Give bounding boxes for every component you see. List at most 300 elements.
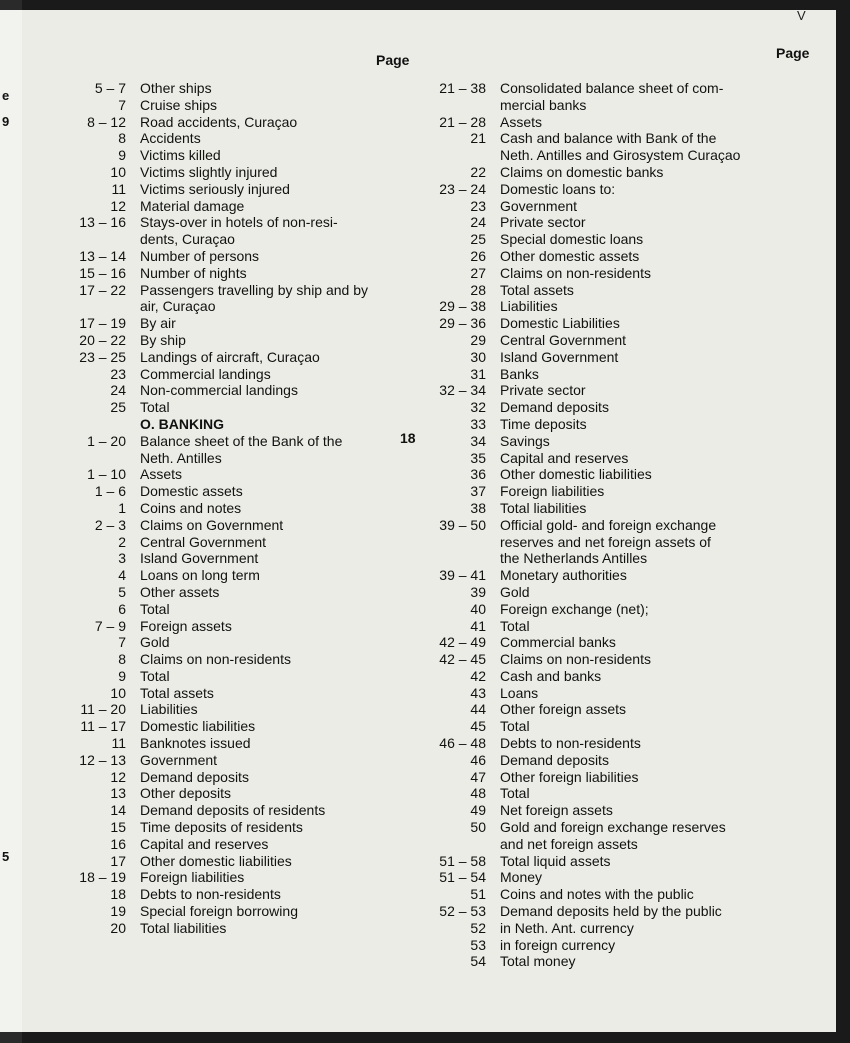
table-title: Claims on non-residents — [500, 651, 651, 668]
table-number: 42 — [470, 667, 486, 684]
list-item — [40, 802, 390, 819]
table-number: 29 – 38 — [439, 298, 486, 315]
table-title: Non-commercial landings — [140, 382, 298, 399]
list-item — [40, 315, 390, 332]
table-number: 21 – 38 — [439, 80, 486, 96]
page-column-header-left: Page — [376, 52, 410, 68]
table-number — [40, 416, 140, 433]
table-title: Other domestic liabilities — [500, 466, 652, 483]
table-number: 20 – 22 — [79, 331, 126, 348]
table-number: 23 — [470, 197, 486, 214]
list-item — [40, 231, 390, 248]
list-item — [420, 701, 793, 718]
list-item — [40, 298, 390, 315]
table-title: Total — [500, 718, 530, 735]
table-number: 42 – 45 — [439, 651, 486, 668]
list-item — [420, 550, 793, 567]
table-number: 5 – 7 — [94, 80, 126, 96]
list-item — [40, 769, 390, 786]
table-title: Cruise ships — [140, 96, 218, 113]
table-number: 15 — [110, 819, 126, 836]
table-title: Other domestic assets — [500, 247, 640, 264]
list-item — [420, 433, 793, 450]
table-number — [40, 450, 140, 467]
list-item — [40, 483, 390, 500]
list-item — [420, 164, 793, 181]
list-item — [40, 853, 390, 870]
table-number: 44 — [470, 701, 486, 718]
table-number: 23 – 24 — [439, 180, 486, 197]
list-item — [420, 198, 793, 215]
table-number: 11 — [111, 180, 126, 197]
table-number: 1 – 10 — [87, 466, 126, 483]
list-item — [40, 97, 390, 114]
table-title: Total assets — [500, 281, 574, 298]
table-number: 24 — [470, 214, 486, 231]
list-item — [420, 483, 793, 500]
list-item — [420, 953, 793, 970]
table-title: Time deposits of residents — [140, 819, 303, 836]
list-item — [420, 735, 793, 752]
list-item — [40, 130, 390, 147]
table-title: Private sector — [500, 214, 586, 231]
table-number: 38 — [470, 499, 486, 516]
table-title: Demand deposits — [140, 768, 249, 785]
table-number: 39 — [470, 583, 486, 600]
table-number: 39 – 41 — [439, 567, 486, 584]
table-number — [420, 147, 500, 164]
table-number: 8 – 12 — [87, 113, 126, 130]
table-title: Commercial landings — [140, 365, 271, 382]
table-number: 45 — [470, 718, 486, 735]
list-item — [40, 399, 390, 416]
list-item — [420, 618, 793, 635]
list-item — [420, 886, 793, 903]
table-number: 31 — [470, 365, 486, 382]
table-title: Debts to non-residents — [140, 886, 281, 903]
list-item — [420, 282, 793, 299]
margin-mark: 5 — [2, 849, 10, 864]
list-item — [40, 701, 390, 718]
table-title: Government — [500, 197, 578, 214]
table-number: 23 – 25 — [79, 348, 126, 365]
list-item — [420, 920, 793, 937]
table-number: 5 — [118, 583, 126, 600]
table-number: 21 – 28 — [439, 113, 486, 130]
table-title: Private sector — [500, 382, 586, 399]
list-item — [420, 500, 793, 517]
table-title: Neth. Antilles and Girosystem Curaçao — [500, 147, 741, 164]
table-title: Claims on non-residents — [500, 264, 651, 281]
list-item — [40, 181, 390, 198]
list-item — [420, 836, 793, 853]
list-item — [40, 836, 390, 853]
list-item — [420, 416, 793, 433]
list-item — [420, 130, 793, 147]
table-number: 3 — [118, 550, 126, 567]
list-item — [420, 651, 793, 668]
table-title: Loans on long term — [140, 567, 260, 584]
table-title: Money — [500, 869, 543, 886]
table-title: Liabilities — [500, 298, 558, 315]
table-number: 28 — [470, 281, 486, 298]
table-title: in Neth. Ant. currency — [500, 919, 634, 936]
table-title: Gold — [500, 583, 530, 600]
right-table-list — [420, 80, 793, 970]
list-item — [40, 785, 390, 802]
list-item — [420, 785, 793, 802]
table-number: 40 — [470, 600, 486, 617]
table-number: 39 – 50 — [439, 516, 486, 533]
table-number: 51 — [470, 886, 486, 903]
table-title: Foreign exchange (net); — [500, 600, 649, 617]
table-title: Banks — [500, 365, 539, 382]
table-title: Island Government — [500, 348, 619, 365]
table-title: By air — [140, 315, 176, 332]
list-item — [420, 718, 793, 735]
table-number: 37 — [470, 483, 486, 500]
list-item — [40, 164, 390, 181]
table-number: 14 — [110, 802, 126, 819]
list-item — [420, 332, 793, 349]
margin-mark: e — [2, 88, 10, 103]
table-title: Liabilities — [140, 701, 198, 718]
table-number: 8 — [118, 651, 126, 668]
table-number: 32 — [470, 399, 486, 416]
table-title: Stays-over in hotels of non-resi- — [140, 214, 338, 231]
list-item — [40, 349, 390, 366]
table-title: Official gold- and foreign exchange — [500, 516, 717, 533]
list-item — [420, 601, 793, 618]
table-title: Foreign liabilities — [140, 869, 245, 886]
table-number: 36 — [470, 466, 486, 483]
table-title: Total — [500, 617, 530, 634]
table-title: Other assets — [140, 583, 220, 600]
table-number: 7 — [118, 634, 126, 651]
table-title: Net foreign assets — [500, 802, 613, 819]
table-number — [420, 550, 500, 567]
table-title: Special domestic loans — [500, 231, 644, 248]
table-number: 51 – 54 — [439, 869, 486, 886]
list-item — [40, 80, 390, 97]
table-title: Assets — [500, 113, 543, 130]
table-title: air, Curaçao — [140, 298, 216, 315]
list-item — [40, 869, 390, 886]
table-number: 1 – 6 — [94, 483, 126, 500]
table-number: 23 — [110, 365, 126, 382]
table-title: Debts to non-residents — [500, 735, 641, 752]
list-item — [40, 903, 390, 920]
table-title: Neth. Antilles — [140, 449, 222, 466]
table-number — [420, 97, 500, 114]
table-number: 29 — [470, 331, 486, 348]
table-title: Gold — [140, 634, 170, 651]
table-title: Road accidents, Curaçao — [140, 113, 298, 130]
table-number: 51 – 58 — [439, 852, 486, 869]
table-number: 21 — [470, 130, 486, 147]
table-number: 10 — [110, 684, 126, 701]
table-number: 43 — [470, 684, 486, 701]
table-number: 11 — [111, 735, 126, 752]
table-title: Demand deposits of residents — [140, 802, 326, 819]
table-number: 20 — [110, 919, 126, 936]
table-title: Domestic loans to: — [500, 180, 616, 197]
table-title: Number of persons — [140, 247, 260, 264]
list-item — [420, 214, 793, 231]
table-number: 1 — [118, 499, 126, 516]
table-title: Other ships — [140, 80, 212, 96]
table-number: 2 — [118, 533, 126, 550]
table-number: 4 — [118, 567, 126, 584]
table-number: 41 — [470, 617, 486, 634]
table-title: Claims on Government — [140, 516, 284, 533]
left-table-list — [40, 80, 390, 937]
margin-mark: 9 — [2, 114, 10, 129]
list-item — [40, 685, 390, 702]
table-number — [40, 298, 140, 315]
table-title: Cash and banks — [500, 667, 602, 684]
list-item — [40, 634, 390, 651]
table-number: 49 — [470, 802, 486, 819]
facing-page-edge — [0, 10, 22, 1032]
table-title: Total liquid assets — [500, 852, 611, 869]
table-number: 26 — [470, 247, 486, 264]
table-number: 16 — [110, 835, 126, 852]
list-item — [40, 248, 390, 265]
table-title: the Netherlands Antilles — [500, 550, 648, 567]
table-number: 46 — [470, 751, 486, 768]
list-item — [40, 382, 390, 399]
list-item — [40, 668, 390, 685]
list-item — [40, 214, 390, 231]
table-title: Domestic Liabilities — [500, 315, 620, 332]
list-item — [420, 903, 793, 920]
table-title: Coins and notes — [140, 499, 242, 516]
table-title: Banknotes issued — [140, 735, 251, 752]
table-title: Total liabilities — [500, 499, 587, 516]
table-title: Material damage — [140, 197, 245, 214]
table-title: Other domestic liabilities — [140, 852, 292, 869]
table-title: Claims on domestic banks — [500, 163, 664, 180]
table-number: 8 — [118, 130, 126, 147]
list-item — [420, 685, 793, 702]
list-item — [40, 332, 390, 349]
table-number: 25 — [110, 399, 126, 416]
list-item — [420, 399, 793, 416]
table-number: 17 – 19 — [79, 315, 126, 332]
table-title: Total — [140, 600, 170, 617]
list-item — [420, 517, 793, 534]
list-item — [40, 618, 390, 635]
list-item — [420, 869, 793, 886]
list-item — [40, 198, 390, 215]
list-item — [420, 819, 793, 836]
list-item — [420, 298, 793, 315]
table-number: 13 – 14 — [79, 247, 126, 264]
list-item — [420, 248, 793, 265]
table-title: Loans — [500, 684, 539, 701]
list-item — [420, 231, 793, 248]
table-title: Demand deposits held by the public — [500, 903, 722, 920]
table-title: Total money — [500, 953, 576, 970]
table-title: Claims on non-residents — [140, 651, 291, 668]
list-item — [420, 181, 793, 198]
table-title: Total — [500, 785, 530, 802]
table-number: 12 – 13 — [79, 751, 126, 768]
table-title: Total — [140, 399, 170, 416]
table-title: Time deposits — [500, 415, 587, 432]
table-number: 7 – 9 — [94, 617, 126, 634]
table-number: 22 — [470, 163, 486, 180]
table-title: and net foreign assets — [500, 835, 638, 852]
table-title: Total assets — [140, 684, 214, 701]
list-item — [40, 147, 390, 164]
list-item — [420, 534, 793, 551]
table-title: Victims killed — [140, 147, 221, 164]
table-number: 9 — [118, 667, 126, 684]
list-item — [420, 937, 793, 954]
list-item — [420, 382, 793, 399]
table-number: 27 — [470, 264, 486, 281]
list-item — [420, 668, 793, 685]
list-item — [420, 853, 793, 870]
table-number — [420, 836, 500, 853]
table-number: 2 – 3 — [94, 516, 126, 533]
table-number: 52 – 53 — [439, 903, 486, 920]
table-number: 18 – 19 — [79, 869, 126, 886]
table-number: 54 — [470, 953, 486, 970]
list-item — [420, 80, 793, 97]
list-item — [40, 651, 390, 668]
list-item — [40, 718, 390, 735]
list-item — [40, 752, 390, 769]
list-item — [420, 584, 793, 601]
table-number: 53 — [470, 936, 486, 953]
table-number: 42 – 49 — [439, 634, 486, 651]
list-item — [420, 769, 793, 786]
list-item — [40, 265, 390, 282]
table-title: reserves and net foreign assets of — [500, 533, 711, 550]
table-title: Foreign liabilities — [500, 483, 605, 500]
table-number: 10 — [110, 163, 126, 180]
list-item — [40, 450, 390, 467]
list-item — [420, 265, 793, 282]
table-title: Gold and foreign exchange reserves — [500, 819, 726, 836]
table-title: Landings of aircraft, Curaçao — [140, 348, 320, 365]
table-title: mercial banks — [500, 96, 587, 113]
table-number: 17 — [110, 852, 126, 869]
table-title: Passengers travelling by ship and by — [140, 281, 369, 298]
table-number: 46 – 48 — [439, 735, 486, 752]
table-number: 34 — [470, 432, 486, 449]
table-title: Coins and notes with the public — [500, 886, 694, 903]
table-number: 15 – 16 — [79, 264, 126, 281]
list-item — [40, 416, 390, 433]
table-title: Other foreign liabilities — [500, 768, 639, 785]
page-column-header-right: Page — [776, 45, 810, 61]
table-number: 13 – 16 — [79, 214, 126, 231]
table-number: 25 — [470, 231, 486, 248]
table-number: 29 – 36 — [439, 315, 486, 332]
table-number — [40, 231, 140, 248]
list-item — [420, 752, 793, 769]
table-title: Other deposits — [140, 785, 232, 802]
table-title: Victims seriously injured — [140, 180, 290, 197]
table-title: Accidents — [140, 130, 201, 147]
table-title: Total — [140, 667, 170, 684]
list-item — [40, 735, 390, 752]
list-item — [40, 584, 390, 601]
table-title: Demand deposits — [500, 399, 609, 416]
table-title: Savings — [500, 432, 550, 449]
table-number: 33 — [470, 415, 486, 432]
table-title: Domestic liabilities — [140, 718, 256, 735]
list-item — [420, 97, 793, 114]
table-number: 11 – 20 — [80, 701, 126, 718]
table-number: 35 — [470, 449, 486, 466]
table-number: 12 — [110, 768, 126, 785]
table-title: Monetary authorities — [500, 567, 627, 584]
table-number: 6 — [118, 600, 126, 617]
list-item — [40, 920, 390, 937]
table-number: 18 — [110, 886, 126, 903]
table-title: dents, Curaçao — [140, 231, 235, 248]
list-item — [40, 366, 390, 383]
table-number — [420, 534, 500, 551]
section-page-number: 18 — [400, 430, 416, 446]
table-title: Foreign assets — [140, 617, 232, 634]
table-title: Government — [140, 751, 218, 768]
table-title: Capital and reserves — [500, 449, 629, 466]
table-number: 52 — [470, 919, 486, 936]
table-number: 9 — [118, 147, 126, 164]
list-item — [420, 802, 793, 819]
list-item — [40, 114, 390, 131]
table-number: 30 — [470, 348, 486, 365]
list-item — [40, 601, 390, 618]
table-number: 24 — [110, 382, 126, 399]
list-item — [40, 819, 390, 836]
table-title: Capital and reserves — [140, 835, 269, 852]
table-title: Demand deposits — [500, 751, 609, 768]
table-number: 32 – 34 — [439, 382, 486, 399]
list-item — [40, 433, 390, 450]
table-title: Cash and balance with Bank of the — [500, 130, 717, 147]
table-title: Domestic assets — [140, 483, 243, 500]
list-item — [40, 517, 390, 534]
table-number: 47 — [470, 768, 486, 785]
table-title: Victims slightly injured — [140, 163, 278, 180]
table-number: 17 – 22 — [79, 281, 126, 298]
section-heading: O. BANKING — [140, 415, 224, 432]
list-item — [40, 466, 390, 483]
list-item — [40, 282, 390, 299]
table-number: 7 — [118, 96, 126, 113]
table-title: Special foreign borrowing — [140, 903, 298, 920]
table-number: 12 — [110, 197, 126, 214]
list-item — [40, 567, 390, 584]
list-item — [420, 450, 793, 467]
list-item — [40, 500, 390, 517]
table-title: Number of nights — [140, 264, 247, 281]
table-title: Balance sheet of the Bank of the — [140, 432, 343, 449]
table-title: Total liabilities — [140, 919, 227, 936]
table-title: in foreign currency — [500, 936, 616, 953]
list-item — [420, 366, 793, 383]
table-title: Assets — [140, 466, 183, 483]
list-item — [40, 534, 390, 551]
table-title: Island Government — [140, 550, 259, 567]
